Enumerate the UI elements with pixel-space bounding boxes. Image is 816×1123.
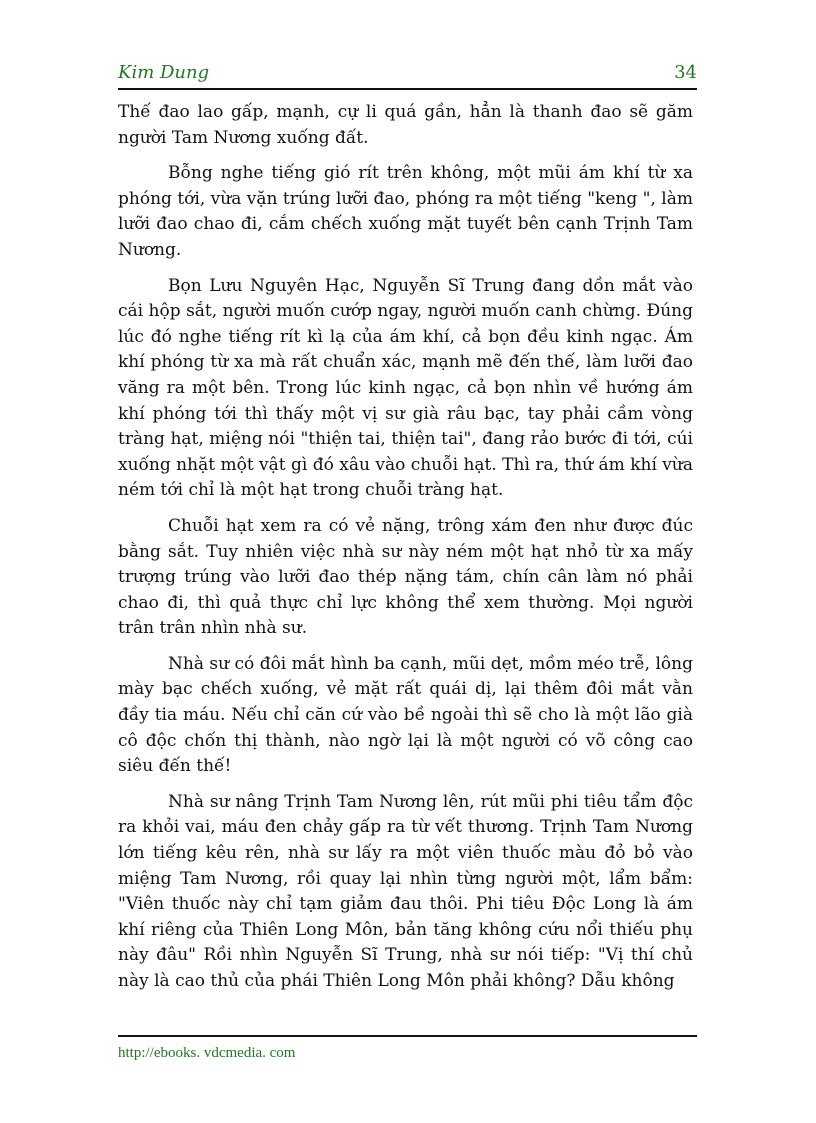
body-text [118, 100, 693, 1005]
footer-divider [118, 1035, 697, 1037]
paragraph: Chuỗi hạt xem ra có vẻ nặng, trông xám đen như được đúc bằng sắt. Tuy nhiên việc nhà sư này ném một hạt nhỏ từ xa mấy trượng trúng vào lưỡi đao thép nặng tám, chín cân làm nó phải chao đi, thì quả thực chỉ lực không thể xem thường. Mọi người trân trân nhìn nhà sư. [118, 515, 693, 639]
paragraph: Thế đao lao gấp, mạnh, cự li quá gần, hẳn là thanh đao sẽ găm người Tam Nương xuống đất. [118, 102, 693, 148]
page-header [118, 60, 697, 88]
page-number: 34 [674, 62, 697, 83]
paragraph: Nhà sư có đôi mắt hình ba cạnh, mũi dẹt, mồm méo trễ, lông mày bạc chếch xuống, vẻ mặt rất quái dị, lại thêm đôi mắt vằn đầy tia máu. Nếu chỉ căn cứ vào bề ngoài thì sẽ cho là một lão già cô độc chốn thị thành, nào ngờ lại là một người có võ công cao siêu đến thế! [118, 653, 693, 777]
header-divider [118, 88, 697, 90]
header-author: Kim Dung [118, 62, 210, 83]
footer-url-link[interactable]: http://ebooks. vdcmedia. com [118, 1045, 296, 1061]
paragraph: Bọn Lưu Nguyên Hạc, Nguyễn Sĩ Trung đang dồn mắt vào cái hộp sắt, người muốn cướp ngay, người muốn canh chừng. Đúng lúc đó nghe tiếng rít kì lạ của ám khí, cả bọn đều kinh ngạc. Ám khí phóng từ xa mà rất chuẩn xác, mạnh mẽ đến thế, làm lưỡi đao văng ra một bên. Trong lúc kinh ngạc, cả bọn nhìn về hướng ám khí phóng tới thì thấy một vị sư già râu bạc, tay phải cầm vòng tràng hạt, miệng nói "thiện tai, thiện tai", đang rảo bước đi tới, cúi xuống nhặt một vật gì đó xâu vào chuỗi hạt. Thì ra, thứ ám khí vừa ném tới chỉ là một hạt trong chuỗi tràng hạt. [118, 275, 693, 501]
paragraph: Bỗng nghe tiếng gió rít trên không, một mũi ám khí từ xa phóng tới, vừa vặn trúng lưỡi đao, phóng ra một tiếng "keng ", làm lưỡi đao chao đi, cắm chếch xuống mặt tuyết bên cạnh Trịnh Tam Nương. [118, 163, 693, 260]
paragraph: Nhà sư nâng Trịnh Tam Nương lên, rút mũi phi tiêu tẩm độc ra khỏi vai, máu đen chảy gấp ra từ vết thương. Trịnh Tam Nương lớn tiếng kêu rên, nhà sư lấy ra một viên thuốc màu đỏ bỏ vào miệng Tam Nương, rồi quay lại nhìn từng người một, lẩm bẩm: "Viên thuốc này chỉ tạm giảm đau thôi. Phi tiêu Độc Long là ám khí riêng của Thiên Long Môn, bản tăng không cứu nổi thiếu phụ này đâu" Rồi nhìn Nguyễn Sĩ Trung, nhà sư nói tiếp: "Vị thí chủ này là cao thủ của phái Thiên Long Môn phải không? Dẫu không [118, 791, 693, 991]
